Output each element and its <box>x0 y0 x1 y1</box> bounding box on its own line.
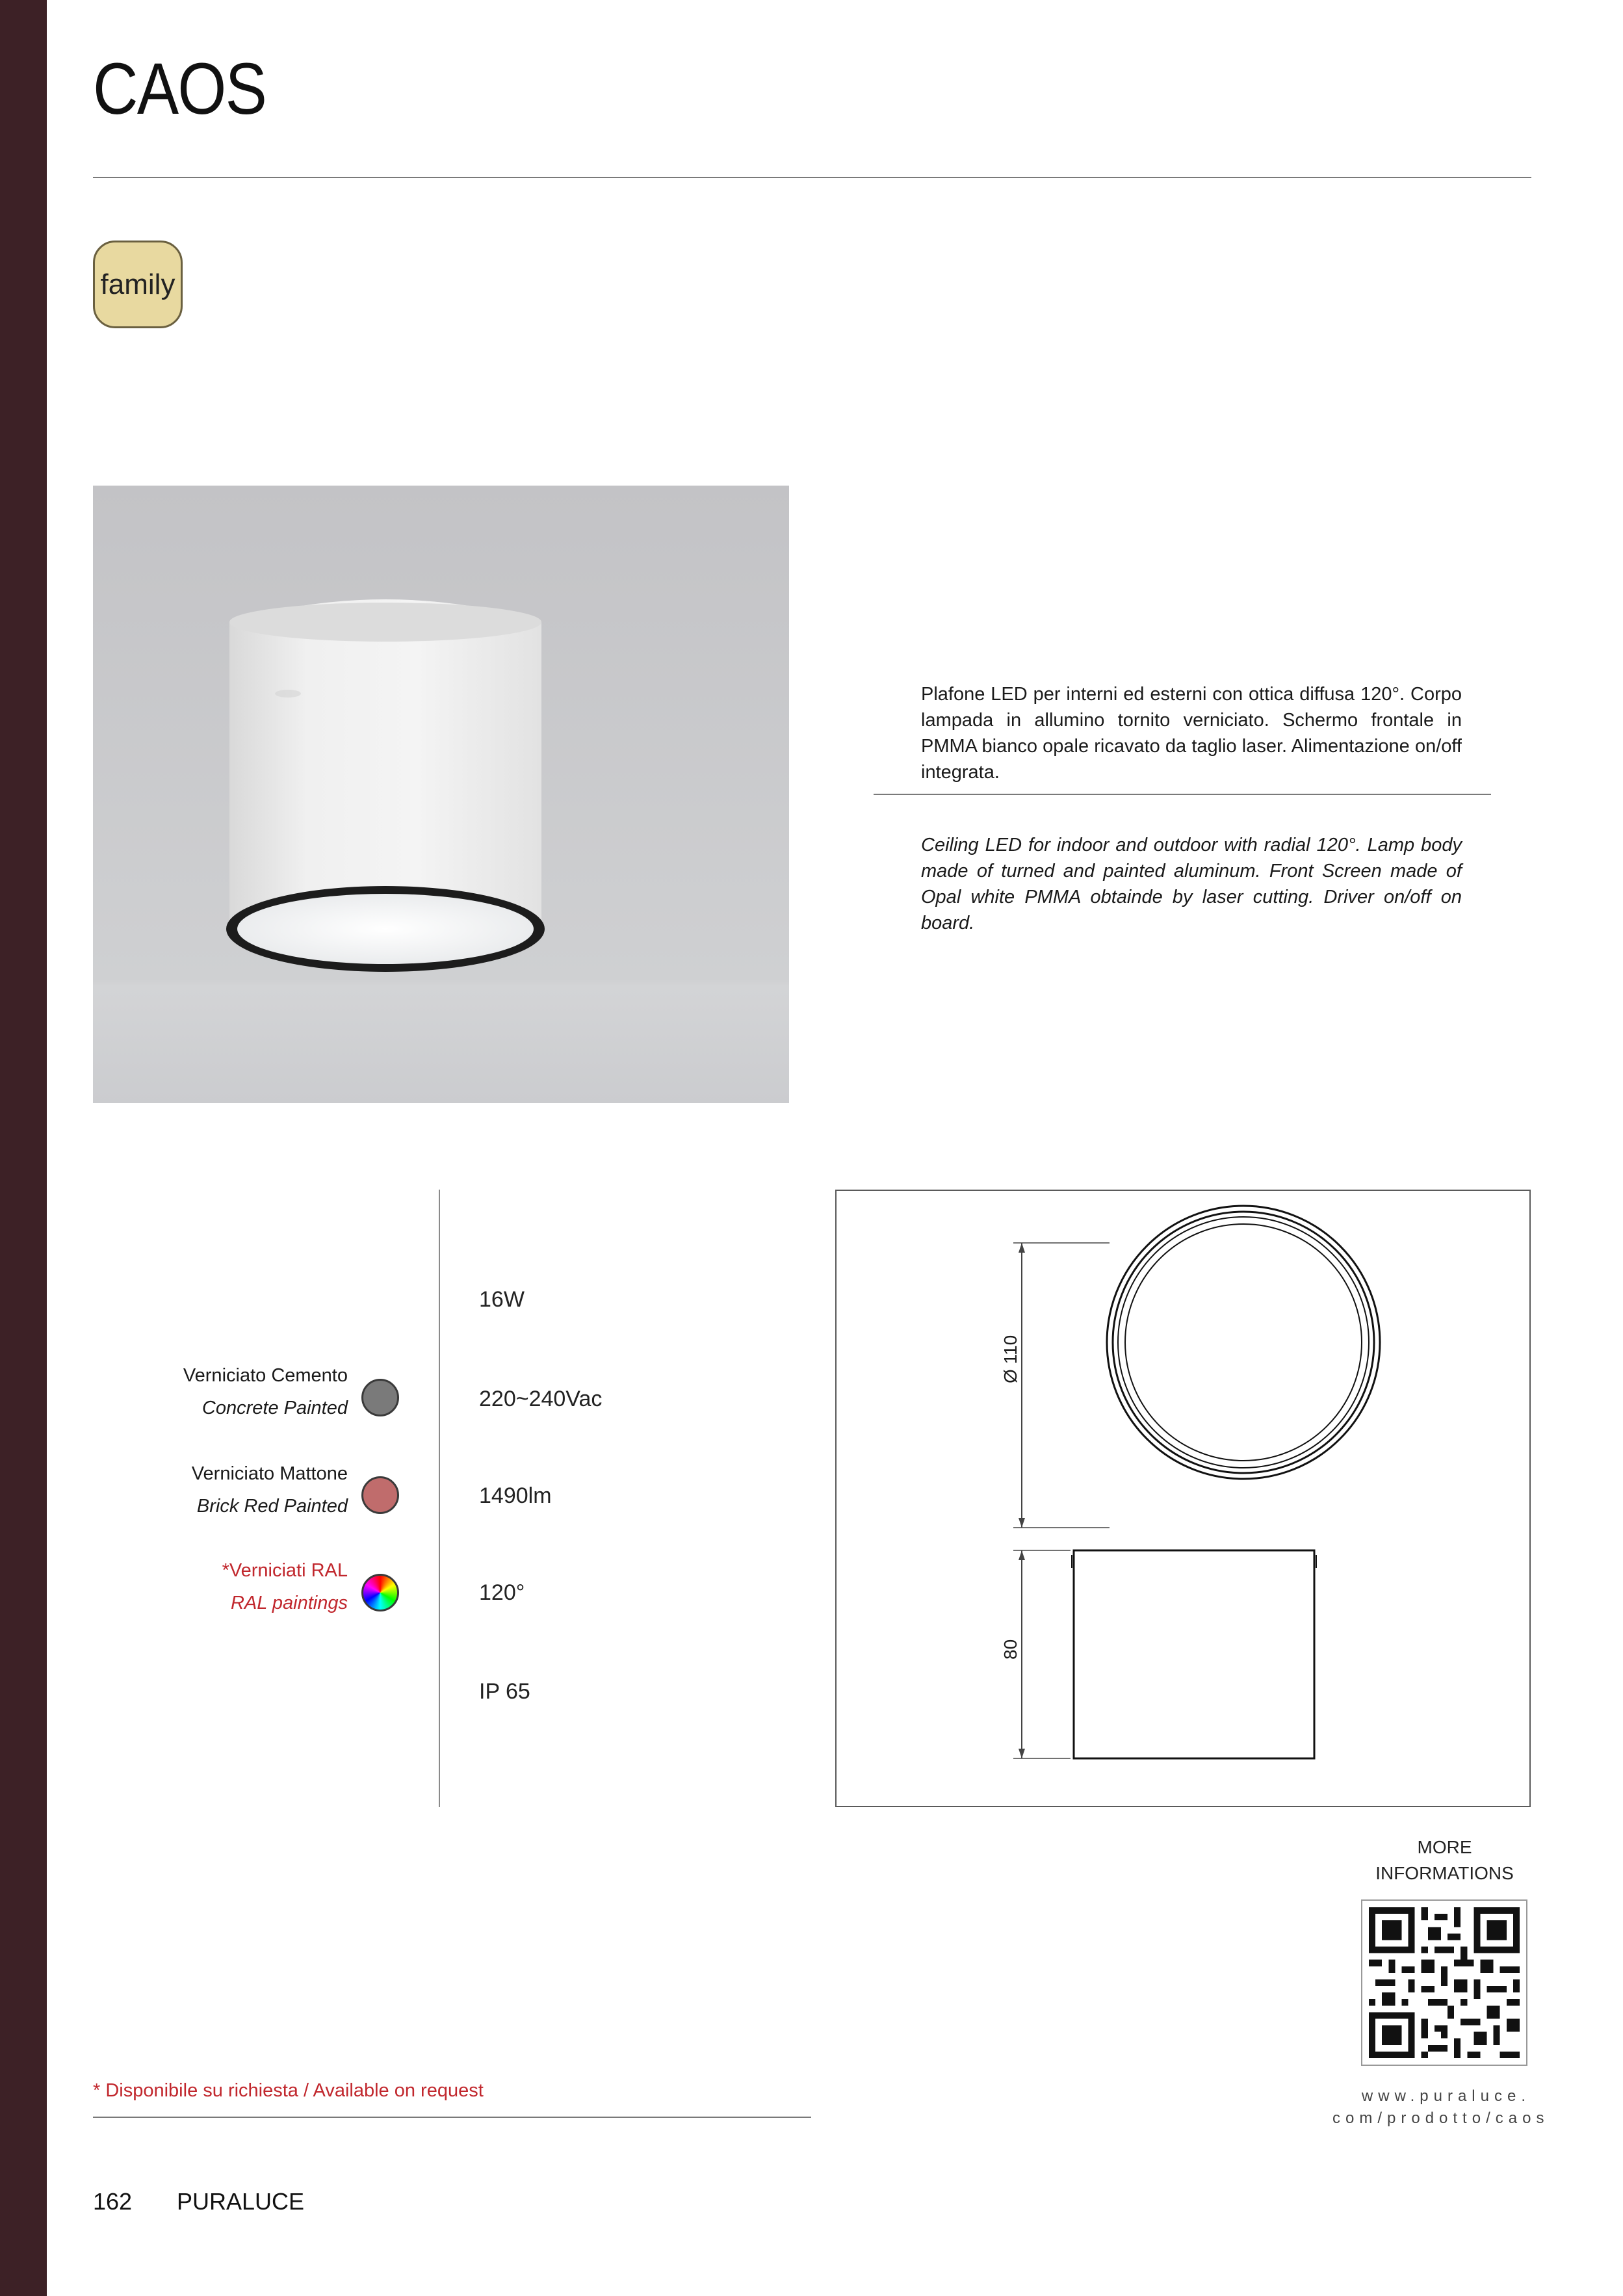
description-english: Ceiling LED for indoor and outdoor with radial 120°. Lamp body made of turned and painted aluminum. Front Screen made of Opal white PMMA obtainde by laser cutting. Driver on/off on board. <box>921 835 1462 933</box>
brick-red-swatch[interactable] <box>361 1476 399 1514</box>
finish-ral-en: RAL paintings <box>230 1593 348 1613</box>
product-photo-art <box>93 486 789 1103</box>
availability-footnote: * Disponibile su richiesta / Available on request <box>93 2080 484 2101</box>
sidebar-stripe <box>0 0 47 2296</box>
product-url-line1: www.puraluce. <box>1361 2087 1531 2105</box>
diameter-label: Ø 110 <box>1000 1333 1021 1386</box>
qr-code-art <box>1362 1901 1526 2065</box>
finish-brick-en: Brick Red Painted <box>196 1496 348 1517</box>
specs-divider <box>439 1190 440 1807</box>
product-url[interactable] <box>1332 2085 1550 2130</box>
title-divider <box>93 177 1531 178</box>
spec-voltage: 220~240Vac <box>479 1387 603 1411</box>
footnote-divider <box>93 2117 811 2118</box>
family-badge[interactable] <box>93 241 183 328</box>
page-title: CAOS <box>93 48 266 129</box>
finish-ral-label <box>222 1559 348 1615</box>
finish-brick-label <box>192 1462 348 1518</box>
technical-drawing-art <box>837 1191 1529 1806</box>
spec-lumen: 1490lm <box>479 1483 552 1508</box>
more-info-heading <box>1352 1834 1537 1886</box>
spec-power: 16W <box>479 1287 525 1312</box>
qr-code[interactable] <box>1361 1899 1527 2066</box>
description-italian: Plafone LED per interni ed esterni con ottica diffusa 120°. Corpo lampada in allumino tornito verniciato. Schermo frontale in PMMA bianco opale ricavato da taglio laser. Alimentazione on/off integrata. <box>921 684 1462 783</box>
finish-concrete-it: Verniciato Cemento <box>183 1365 348 1386</box>
more-info-line2: INFORMATIONS <box>1375 1863 1514 1883</box>
brand-name: PURALUCE <box>177 2188 305 2215</box>
product-url-line2: com/prodotto/caos <box>1332 2109 1550 2127</box>
page-number: 162 <box>93 2188 133 2215</box>
finish-ral-it: *Verniciati RAL <box>222 1560 348 1581</box>
spec-ip-rating: IP 65 <box>479 1679 530 1704</box>
concrete-swatch[interactable] <box>361 1379 399 1416</box>
ral-rainbow-swatch[interactable] <box>361 1574 399 1611</box>
finish-concrete-en: Concrete Painted <box>201 1398 348 1418</box>
description-divider <box>874 794 1491 795</box>
finish-concrete-label <box>183 1364 348 1420</box>
spec-beam-angle: 120° <box>479 1580 525 1605</box>
family-badge-label: family <box>100 268 175 300</box>
finish-brick-it: Verniciato Mattone <box>191 1463 348 1484</box>
height-label: 80 <box>1000 1637 1021 1662</box>
more-info-line1: MORE <box>1417 1837 1472 1857</box>
technical-drawing <box>835 1190 1531 1807</box>
product-photo <box>93 486 789 1103</box>
